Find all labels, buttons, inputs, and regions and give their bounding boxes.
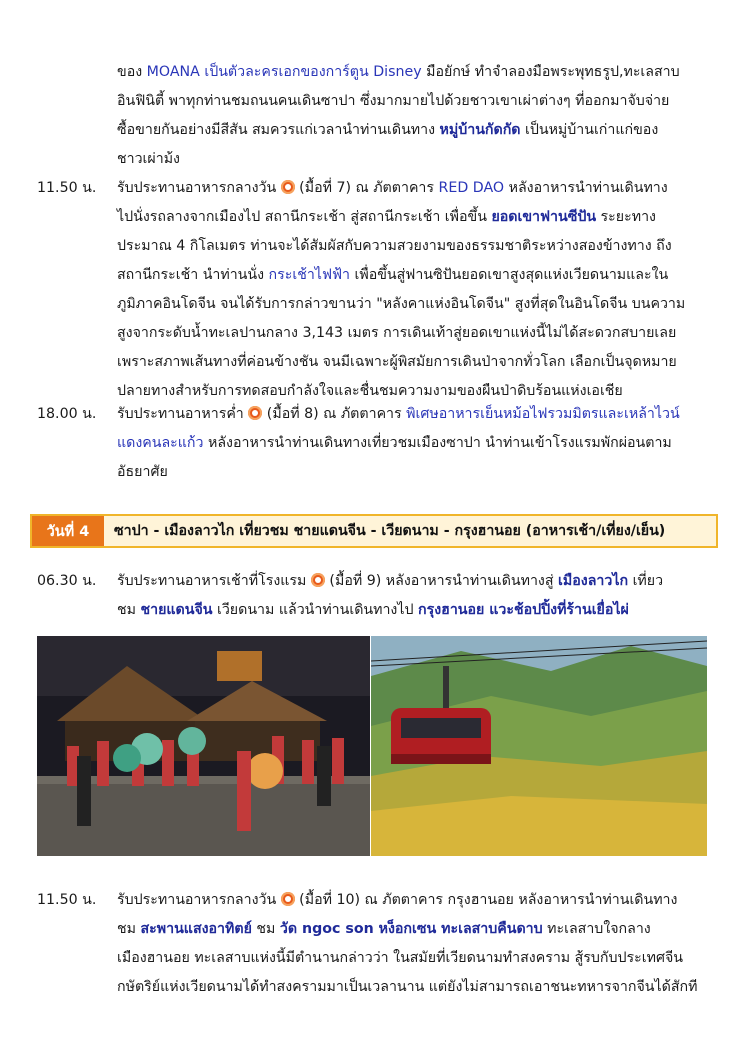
text-line: อินฟินิตี้ พาทุกท่านชมถนนคนเดินซาปา ซึ่งมากมายไปด้วยชาวเขาเผ่าต่างๆ ที่ออกมาจับจ่าย xyxy=(117,93,670,109)
text-line: ประมาณ 4 กิโลเมตร ท่านจะได้สัมผัสกับความสวยงามของธรรมชาติระหว่างสองข้างทาง ถึง xyxy=(117,238,672,254)
highlight-moana: MOANA เป็นตัวละครเอกของการ์ตูน Disney xyxy=(146,64,422,80)
highlight-wine: แดงคนละแก้ว xyxy=(117,435,204,451)
text-line: ของ MOANA เป็นตัวละครเอกของการ์ตูน Disney มือยักษ์ ทำจำลองมือพระพุทธรูป,ทะเลสาบ xyxy=(117,64,680,80)
meal-plate-icon xyxy=(281,892,295,906)
day-header xyxy=(30,514,718,548)
text-line: เพราะสภาพเส้นทางที่ค่อนข้างชัน จนมีเฉพาะผู้พิสมัยการเดินป่าจากทั่วโลก เลือกเป็นจุดหมาย xyxy=(117,354,677,370)
text-line: ชม ชายแดนจีน เวียดนาม แล้วนำท่านเดินทางไป กรุงฮานอย แวะช้อปปิ้งที่ร้านเยื่อไผ่ xyxy=(117,602,629,618)
time-label: 11.50 น. xyxy=(37,892,97,908)
text-line: ชม สะพานแสงอาทิตย์ ชม วัด ngoc son หง็อกเซน ทะเลสาบคืนดาบ ทะเลสาบใจกลาง xyxy=(117,921,651,937)
highlight-temple: วัด ngoc son หง็อกเซน ทะเลสาบคืนดาบ xyxy=(279,921,543,937)
highlight-hanoi: กรุงฮานอย แวะช้อปปิ้งที่ร้านเยื่อไผ่ xyxy=(418,602,629,618)
day-number: วันที่ 4 xyxy=(32,516,104,546)
text-line: อัธยาศัย xyxy=(117,464,168,480)
highlight-village: หมู่บ้านกัดกัด xyxy=(439,122,521,138)
text-line: สถานีกระเช้า นำท่านนั่ง กระเช้าไฟฟ้า เพื่อขึ้นสู่ฟานซิปันยอดเขาสูงสุดแห่งเวียดนามและใน xyxy=(117,267,669,283)
text-line: รับประทานอาหารเช้าที่โรงแรม (มื้อที่ 9) หลังอาหารนำท่านเดินทางสู่ เมืองลาวไก เที่ยว xyxy=(117,573,664,589)
text-line: ชาวเผ่าม้ง xyxy=(117,151,180,167)
highlight-bridge: สะพานแสงอาทิตย์ xyxy=(140,921,252,937)
text-line: แดงคนละแก้ว หลังอาหารนำท่านเดินทางเที่ยวชมเมืองซาปา นำท่านเข้าโรงแรมพักผ่อนตาม xyxy=(117,435,672,451)
time-label: 18.00 น. xyxy=(37,406,97,422)
photo-hmong-dance xyxy=(37,636,370,856)
text-line: สูงจากระดับน้ำทะเลปานกลาง 3,143 เมตร การเดินเท้าสู่ยอดเขาแห่งนี้ไม่ได้สะดวกสบายเลย xyxy=(117,325,677,341)
meal-plate-icon xyxy=(311,573,325,587)
day-title: ซาปา - เมืองลาวไก เที่ยวชม ชายแดนจีน - เวียดนาม - กรุงฮานอย (อาหารเช้า/เที่ยง/เย็น) xyxy=(104,516,716,546)
text-line: กษัตริย์แห่งเวียดนามได้ทำสงครามมาเป็นเวลานาน แต่ยังไม่สามารถเอาชนะทหารจากจีนได้สักที xyxy=(117,979,698,995)
photo-fansipan-cable-car xyxy=(371,636,707,856)
highlight-cable-car: กระเช้าไฟฟ้า xyxy=(268,267,350,283)
meal-plate-icon xyxy=(281,180,295,194)
text-line: รับประทานอาหารค่ำ (มื้อที่ 8) ณ ภัตตาคาร พิเศษอาหารเย็นหม้อไฟรวมมิตรและเหล้าไวน์ xyxy=(117,406,680,422)
text-line: ไปนั่งรถลางจากเมืองไป สถานีกระเช้า สู่สถานีกระเช้า เพื่อขึ้น ยอดเขาฟานซีปัน ระยะทาง xyxy=(117,209,656,225)
time-label: 11.50 น. xyxy=(37,180,97,196)
text-line: ซื้อขายกันอย่างมีสีสัน สมควรแก่เวลานำท่านเดินทาง หมู่บ้านกัดกัด เป็นหมู่บ้านเก่าแก่ของ xyxy=(117,122,659,138)
text-line: ภูมิภาคอินโดจีน จนได้รับการกล่าวขานว่า "หลังคาแห่งอินโดจีน" สูงที่สุดในอินโดจีน บนความ xyxy=(117,296,686,312)
highlight-dinner: พิเศษอาหารเย็นหม้อไฟรวมมิตรและเหล้าไวน์ xyxy=(406,406,680,422)
meal-plate-icon xyxy=(248,406,262,420)
highlight-fansipan: ยอดเขาฟานซีปัน xyxy=(491,209,597,225)
highlight-restaurant: RED DAO xyxy=(438,180,505,196)
text-line: ปลายทางสำหรับการทดสอบกำลังใจและชื่นชมความงามของผืนป่าดิบร้อนแห่งเอเชีย xyxy=(117,383,623,399)
time-label: 06.30 น. xyxy=(37,573,97,589)
highlight-border: ชายแดนจีน xyxy=(140,602,213,618)
text-line: รับประทานอาหารกลางวัน (มื้อที่ 7) ณ ภัตตาคาร RED DAO หลังอาหารนำท่านเดินทาง xyxy=(117,180,668,196)
text-line: เมืองฮานอย ทะเลสาบแห่งนี้มีตำนานกล่าวว่า ในสมัยที่เวียดนามทำสงคราม สู้รบกับประเทศจีน xyxy=(117,950,683,966)
text-line: รับประทานอาหารกลางวัน (มื้อที่ 10) ณ ภัตตาคาร กรุงฮานอย หลังอาหารนำท่านเดินทาง xyxy=(117,892,678,908)
highlight-lao-cai: เมืองลาวไก xyxy=(558,573,629,589)
